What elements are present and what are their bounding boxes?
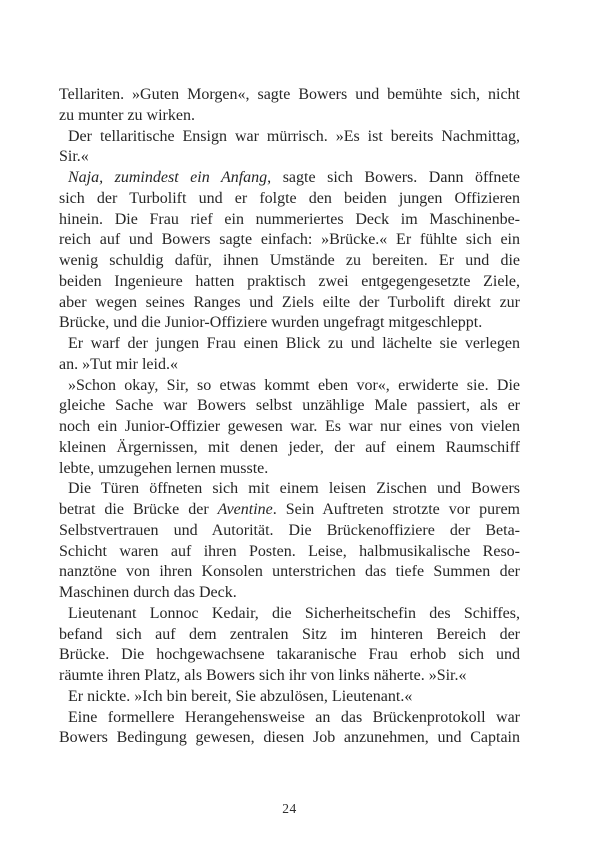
paragraph: [59, 85, 520, 127]
paragraph: [59, 604, 520, 687]
text-segment: lebte, umzugehen lernen musste.: [59, 459, 269, 477]
text-line: [59, 293, 520, 314]
text-line: [59, 168, 520, 189]
text-segment: zu munter zu wirken.: [59, 106, 195, 124]
text-segment: Lieutenant Lonnoc Kedair, die Sicherheitschefin des Schiffes,: [68, 604, 520, 622]
paragraph: [59, 687, 520, 708]
text-segment: Bowers Bedingung gewesen, diesen Job anzunehmen, und Captain: [59, 729, 520, 747]
paragraph: [59, 376, 520, 480]
text-segment: räumte ihren Platz, als Bowers sich ihr von links näherte. »Sir.«: [59, 667, 467, 684]
text-segment: Eine formellere Herangehensweise an das Brückenprotokoll war: [68, 708, 520, 726]
text-line: [59, 272, 520, 293]
text-line: [59, 127, 520, 148]
text-line: [59, 728, 520, 749]
text-segment: Sir.«: [59, 148, 89, 166]
text-segment: Maschinen durch das Deck.: [59, 584, 237, 601]
text-line: [59, 562, 520, 583]
text-line: [59, 355, 520, 376]
text-segment: Der tellaritische Ensign war mürrisch. »Es ist bereits Nachmittag,: [68, 127, 520, 145]
text-line: [59, 479, 520, 500]
text-line: [59, 189, 520, 210]
text-line: [59, 106, 520, 127]
text-line: [59, 459, 520, 480]
text-segment: , sagte sich Bowers. Dann öffnete: [267, 169, 520, 186]
text-segment: »Schon okay, Sir, so etwas kommt eben vor«, erwiderte sie. Die: [68, 376, 520, 394]
text-line: [59, 666, 520, 687]
text-segment: befand sich auf dem zentralen Sitz im hinteren Bereich der: [59, 625, 520, 643]
page-number: 24: [282, 801, 297, 816]
paragraph: [59, 708, 520, 750]
text-segment: reich auf und Bowers sagte einfach: »Brücke.« Er fühlte sich ein: [59, 231, 520, 249]
text-line: [59, 500, 520, 521]
paragraph: [59, 479, 520, 604]
page-footer: [59, 800, 520, 818]
text-segment: Er nickte. »Ich bin bereit, Sie abzulösen, Lieutenant.«: [68, 687, 413, 705]
text-segment: Er warf der jungen Frau einen Blick zu und lächelte sie verlegen: [68, 335, 520, 352]
text-line: [59, 417, 520, 438]
text-line: [59, 583, 520, 604]
text-line: [59, 334, 520, 355]
text-line: [59, 85, 520, 106]
text-segment: gleiche Sache war Bowers selbst unzählige Male passiert, als er: [59, 397, 520, 415]
text-line: [59, 251, 520, 272]
paragraph: [59, 127, 520, 169]
paragraph: [59, 334, 520, 376]
text-line: [59, 708, 520, 729]
text-line: [59, 521, 520, 542]
text-line: [59, 210, 520, 231]
text-line: [59, 396, 520, 417]
text-line: [59, 376, 520, 397]
italic-text-segment: Aventine: [217, 501, 273, 518]
text-segment: an. »Tut mir leid.«: [59, 355, 178, 373]
paragraph: [59, 168, 520, 334]
text-segment: Tellariten. »Guten Morgen«, sagte Bowers und bemühte sich, nicht: [59, 86, 520, 103]
text-line: [59, 604, 520, 625]
text-segment: Die Türen öffneten sich mit einem leisen Zischen und Bowers: [68, 480, 520, 498]
text-line: [59, 645, 520, 666]
text-block: [59, 85, 520, 749]
text-line: [59, 687, 520, 708]
text-segment: noch ein Junior-Offizier gewesen war. Es war nur eines von vielen: [59, 418, 520, 435]
text-segment: betrat die Brücke der: [59, 501, 218, 518]
text-line: [59, 625, 520, 646]
text-segment: beiden Ingenieure hatten praktisch zwei entgegengesetzte Ziele,: [59, 272, 520, 290]
text-segment: sich der Turbolift und er folgte den beiden jungen Offizieren: [59, 189, 520, 207]
text-segment: hinein. Die Frau rief ein nummeriertes Deck im Maschinenbe-: [59, 210, 520, 228]
text-line: [59, 147, 520, 168]
italic-text-segment: Naja, zumindest ein Anfang: [68, 169, 268, 186]
text-line: [59, 438, 520, 459]
text-segment: nanztöne von ihren Konsolen unterstrichen das tiefe Summen der: [59, 563, 520, 581]
text-line: [59, 542, 520, 563]
text-segment: Schicht waren auf ihren Posten. Leise, halbmusikalische Reso-: [59, 542, 520, 560]
text-segment: aber wegen seines Ranges und Ziels eilte der Turbolift direkt zur: [59, 293, 520, 311]
text-segment: Selbstvertrauen und Autorität. Die Brückenoffiziere der Beta-: [59, 521, 520, 539]
text-line: [59, 230, 520, 251]
text-segment: Brücke, und die Junior-Offiziere wurden ungefragt mitgeschleppt.: [59, 314, 483, 332]
text-segment: wenig schuldig dafür, ihnen Umstände zu bereiten. Er und die: [59, 252, 520, 269]
text-segment: kleinen Ärgernissen, mit denen jeder, der auf einem Raumschiff: [59, 438, 520, 456]
text-segment: Brücke. Die hochgewachsene takaranische Frau erhob sich und: [59, 646, 520, 664]
text-line: [59, 313, 520, 334]
text-segment: . Sein Auftreten strotzte vor purem: [272, 501, 520, 518]
